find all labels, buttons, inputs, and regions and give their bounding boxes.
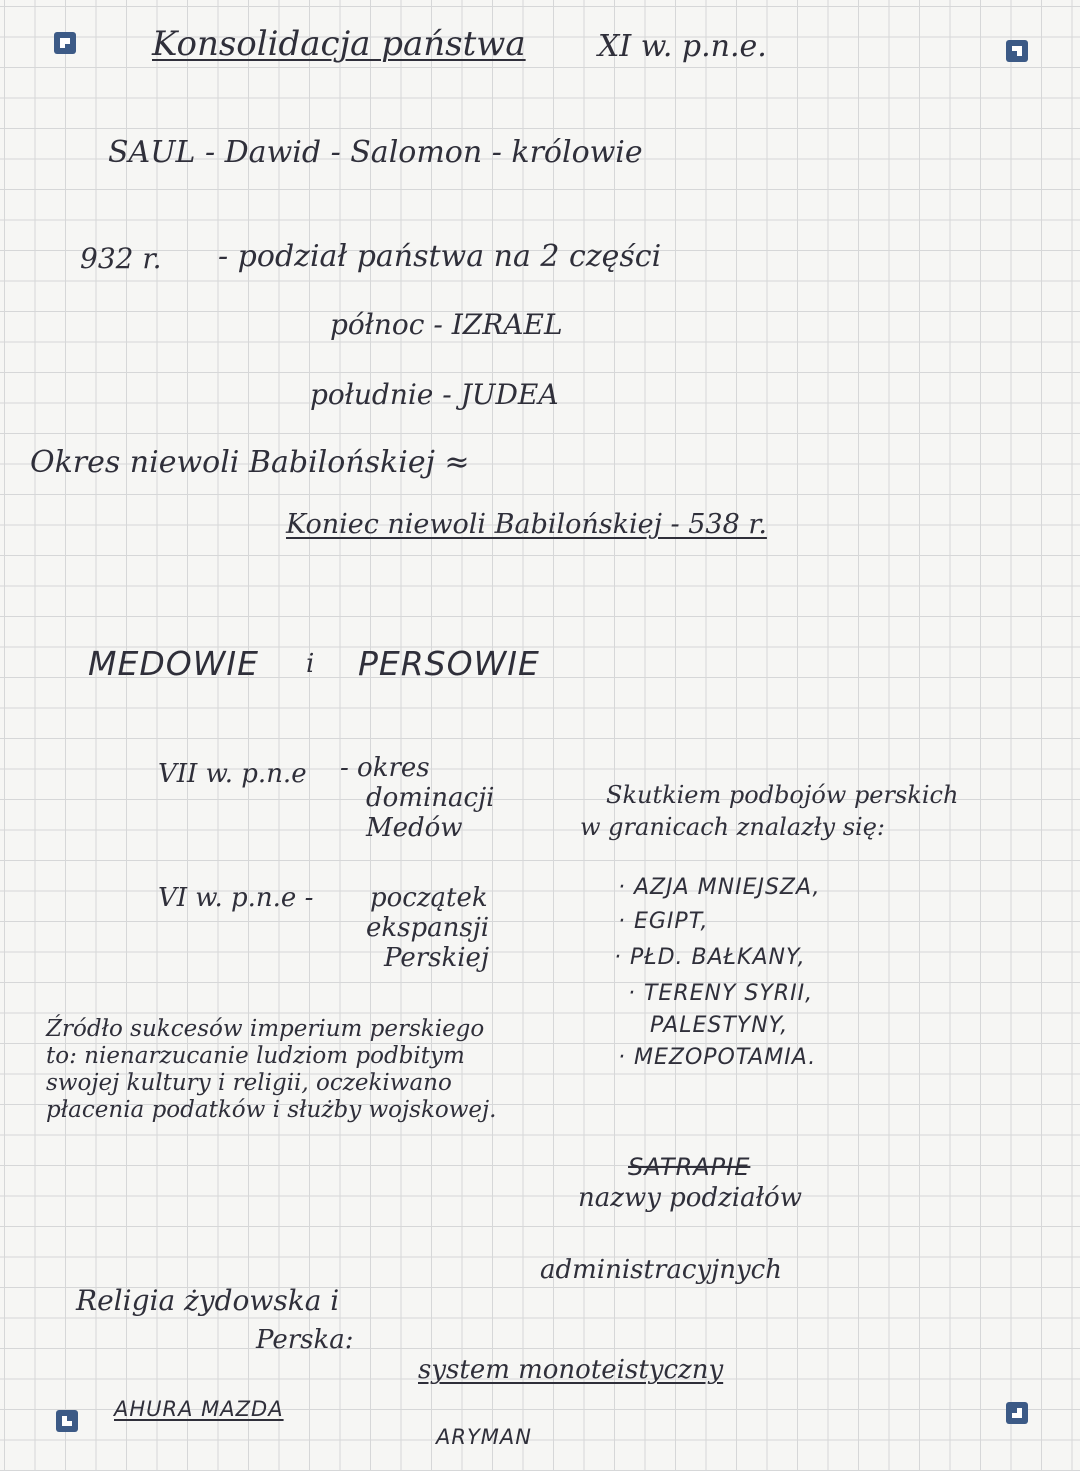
timeline-line: początek <box>370 883 488 913</box>
division-year: 932 r. <box>80 242 162 275</box>
captivity-period: Okres niewoli Babilońskiej ≈ <box>30 445 470 480</box>
conquest-item: · PŁD. BAŁKANY, <box>614 945 806 970</box>
satrapie-description: nazwy podziałów <box>578 1183 802 1213</box>
success-paragraph: Źródło sukcesów imperium perskiego to: nienarzucanie ludziom podbitym swojej kultury i religii, oczekiwano płacenia podatków i służby wojskowej. <box>46 1016 497 1123</box>
timeline-line: Medów <box>366 813 463 843</box>
top-right-corner-icon <box>1006 40 1028 62</box>
timeline-line: dominacji <box>366 783 495 813</box>
medes-persians-conj: i <box>306 649 315 679</box>
kings-line: SAUL - Dawid - Salomon - królowie <box>108 135 643 170</box>
timeline-line: - okres <box>340 753 430 783</box>
timeline-line: Perskiej <box>384 943 490 973</box>
conquest-item: · EGIPT, <box>618 909 709 934</box>
title-century: XI w. p.n.e. <box>598 29 767 64</box>
persians-heading: PERSOWIE <box>358 644 540 683</box>
conquest-intro: w granicach znalazły się: <box>580 813 886 841</box>
south-kingdom: południe - JUDEA <box>310 378 559 411</box>
captivity-end: Koniec niewoli Babilońskiej - 538 r. <box>286 509 767 540</box>
religion-heading: Religia żydowska i <box>76 1284 340 1317</box>
religion-heading: Perska: <box>256 1325 354 1355</box>
conquest-item: · TERENY SYRII, <box>628 981 814 1006</box>
ahura-mazda: AHURA MAZDA <box>114 1397 284 1421</box>
conquest-item: · MEZOPOTAMIA. <box>618 1045 817 1070</box>
timeline-era: VI w. p.n.e - <box>158 883 314 913</box>
conquest-intro: Skutkiem podbojów perskich <box>606 781 959 809</box>
religion-system: system monoteistyczny <box>418 1355 724 1385</box>
conquest-item: PALESTYNY, <box>650 1013 789 1038</box>
conquest-item: · AZJA MNIEJSZA, <box>618 875 821 900</box>
north-kingdom: północ - IZRAEL <box>330 308 563 341</box>
timeline-line: ekspansji <box>366 913 490 943</box>
bottom-left-corner-icon <box>56 1410 78 1432</box>
medes-heading: MEDOWIE <box>88 644 259 683</box>
bottom-right-corner-icon <box>1006 1402 1028 1424</box>
page-title: Konsolidacja państwa <box>152 24 526 64</box>
division-text: - podział państwa na 2 części <box>218 239 662 274</box>
aryman: ARYMAN <box>436 1425 532 1449</box>
timeline-era: VII w. p.n.e <box>158 759 307 789</box>
satrapie-title: SATRAPIE <box>628 1153 751 1181</box>
top-left-corner-icon <box>54 32 76 54</box>
satrapie-description: administracyjnych <box>540 1255 782 1285</box>
